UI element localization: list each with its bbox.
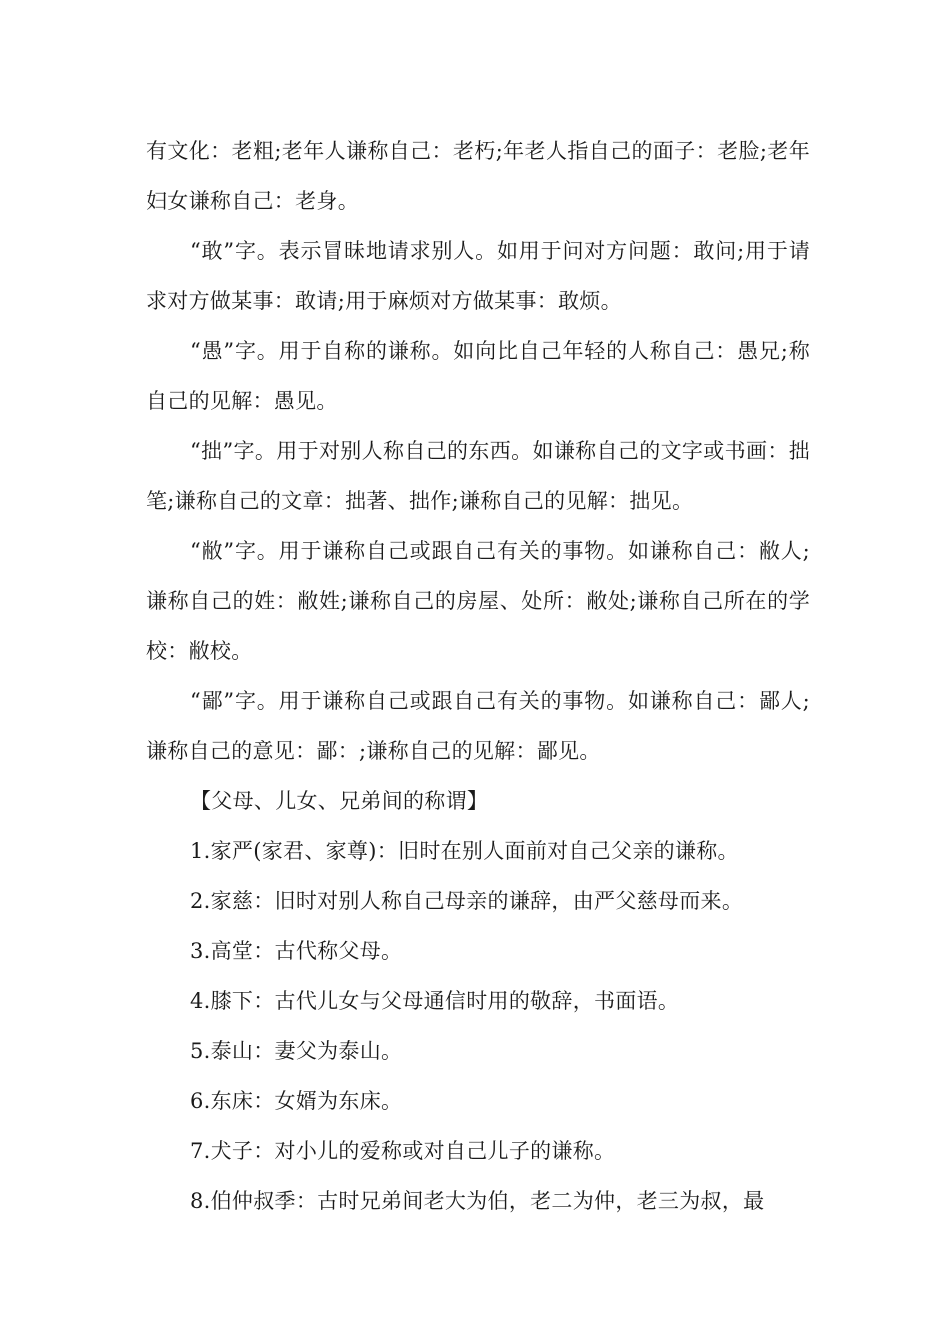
list-item: 6.东床：女婿为东床。 — [190, 1089, 403, 1113]
list-item: 8.伯仲叔季：古时兄弟间老大为伯，老二为仲，老三为叔，最 — [190, 1189, 765, 1213]
paragraph-lao-continuation: 有文化：老粗;老年人谦称自己：老朽;年老人指自己的面子：老脸;老年妇女谦称自己：老身。 — [146, 139, 810, 213]
paragraph-gan: “敢”字。表示冒昧地请求别人。如用于问对方问题：敢问;用于请求对方做某事：敢请;用于麻烦对方做某事：敢烦。 — [146, 239, 810, 313]
list-item: 1.家严(家君、家尊)：旧时在别人面前对自己父亲的谦称。 — [190, 839, 739, 863]
list-item: 4.膝下：古代儿女与父母通信时用的敬辞，书面语。 — [190, 989, 680, 1013]
paragraph-zhuo: “拙”字。用于对别人称自己的东西。如谦称自己的文字或书画：拙笔;谦称自己的文章：拙著、拙作;谦称自己的见解：拙见。 — [146, 439, 810, 513]
list-item: 3.高堂：古代称父母。 — [190, 939, 403, 963]
document-body — [146, 126, 810, 1226]
list-item: 2.家慈：旧时对别人称自己母亲的谦辞，由严父慈母而来。 — [190, 889, 744, 913]
paragraph-bi-humble: “敝”字。用于谦称自己或跟自己有关的事物。如谦称自己：敝人;谦称自己的姓：敝姓;谦称自己的房屋、处所：敝处;谦称自己所在的学校：敝校。 — [146, 539, 810, 663]
list-item: 5.泰山：妻父为泰山。 — [190, 1039, 403, 1063]
section-heading: 【父母、儿女、兄弟间的称谓】 — [190, 789, 489, 813]
list-item: 7.犬子：对小儿的爱称或对自己儿子的谦称。 — [190, 1139, 616, 1163]
paragraph-yu: “愚”字。用于自称的谦称。如向比自己年轻的人称自己：愚兄;称自己的见解：愚见。 — [146, 339, 810, 413]
paragraph-bi-lowly: “鄙”字。用于谦称自己或跟自己有关的事物。如谦称自己：鄙人;谦称自己的意见：鄙：;谦称自己的见解：鄙见。 — [146, 689, 810, 763]
